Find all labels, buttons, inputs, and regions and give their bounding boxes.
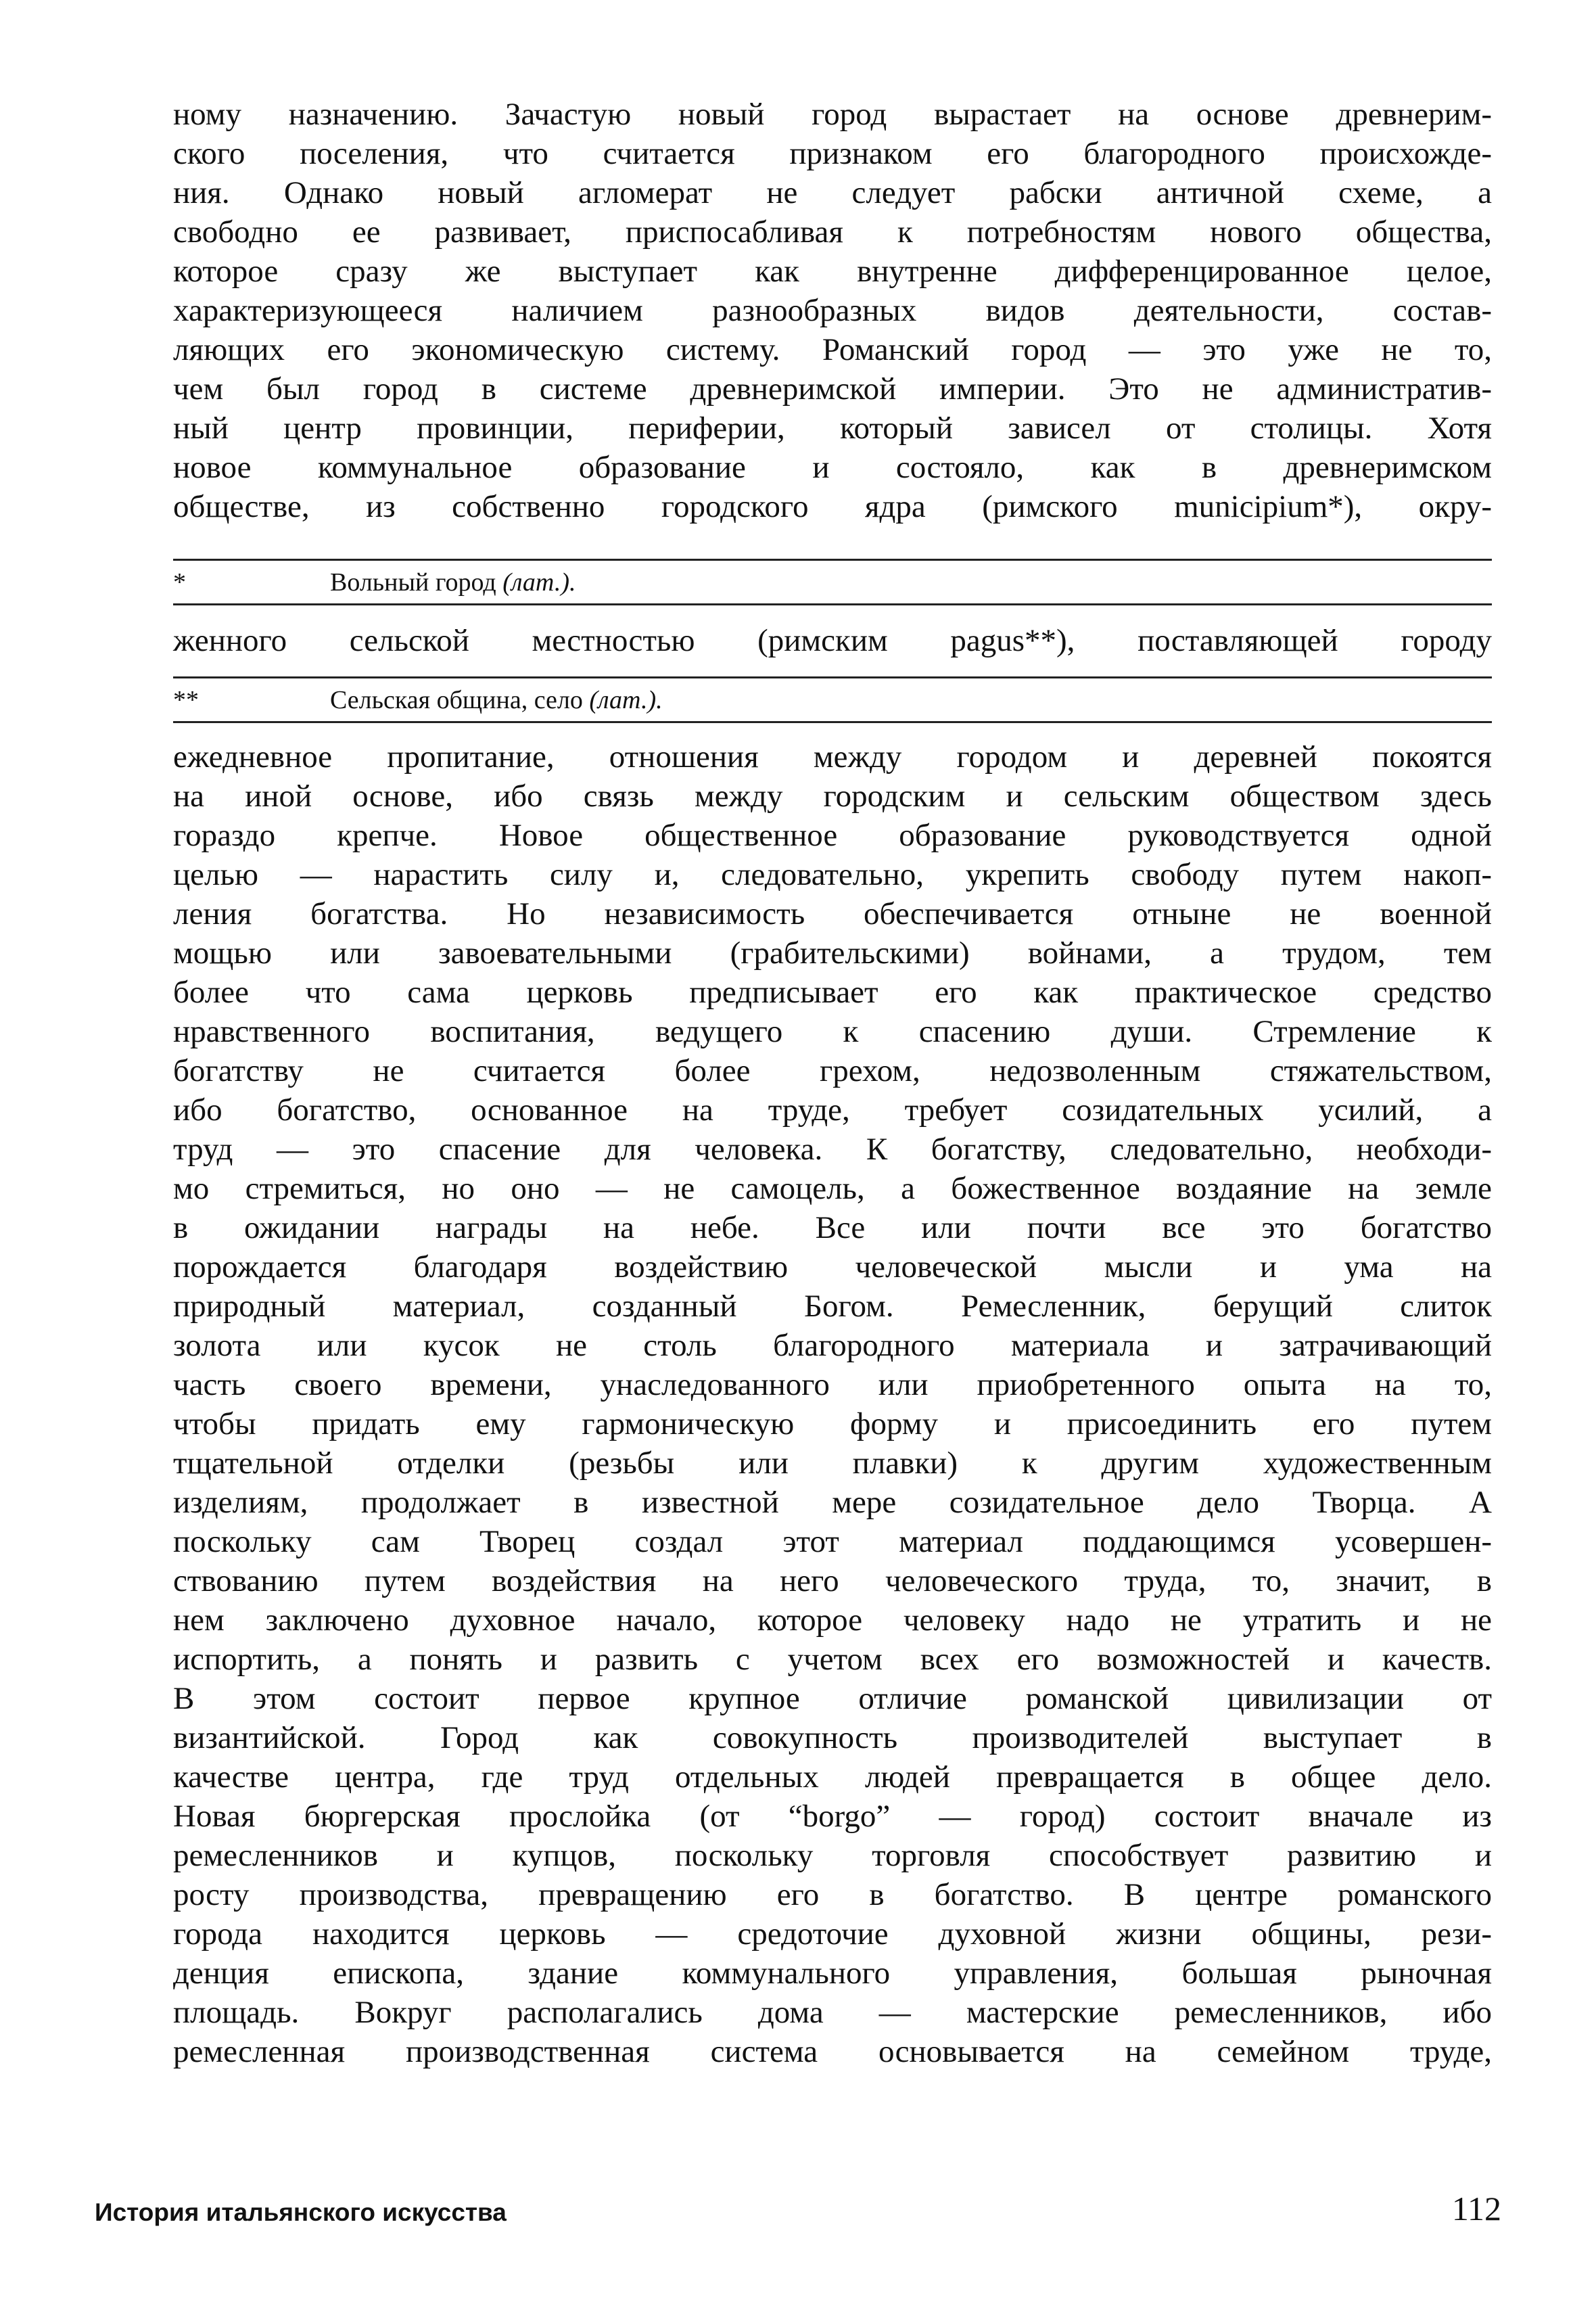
text-line: тщательной отделки (резьбы или плавки) к другим художественным (173, 1446, 1492, 1481)
footnote-2-text (330, 683, 663, 717)
text-line: византийской. Город как совокупность производителей выступает в (173, 1720, 1492, 1755)
text-line: изделиям, продолжает в известной мере созидательное дело Творца. А (173, 1485, 1492, 1520)
text-line: ния. Однако новый агломерат не следует рабски античной схеме, а (173, 175, 1492, 210)
text-line: ремесленников и купцов, поскольку торговля способствует развитию и (173, 1838, 1492, 1873)
text-line: денция епископа, здание коммунального управления, большая рыночная (173, 1956, 1492, 1991)
text-line: мощью или завоевательными (грабительскими) войнами, а трудом, тем (173, 936, 1492, 971)
text-line: ному назначению. Зачастую новый город вырастает на основе древнерим- (173, 97, 1492, 132)
footnote-2-lang: (лат.). (589, 686, 663, 714)
text-line: ибо богатство, основанное на труде, требует созидательных усилий, а (173, 1092, 1492, 1128)
text-line: ный центр провинции, периферии, который зависел от столицы. Хотя (173, 411, 1492, 446)
text-line: ремесленная производственная система основывается на семейном труде, (173, 2034, 1492, 2069)
text-line: целью — нарастить силу и, следовательно, укрепить свободу путем накоп- (173, 857, 1492, 892)
footnote-rule-bottom-2 (173, 721, 1492, 723)
footnote-rule-top-2 (173, 676, 1492, 678)
text-line: испортить, а понять и развить с учетом всех его возможностей и качеств. (173, 1642, 1492, 1677)
text-line: ления богатства. Но независимость обеспечивается отныне не военной (173, 896, 1492, 931)
footnote-1-text (330, 566, 576, 599)
text-line: ляющих его экономическую систему. Романский город — это уже не то, (173, 332, 1492, 367)
text-line: В этом состоит первое крупное отличие романской цивилизации от (173, 1681, 1492, 1716)
body-text-middle (173, 621, 1492, 660)
text-line: порождается благодаря воздействию человеческой мысли и ума на (173, 1249, 1492, 1285)
text-line: гораздо крепче. Новое общественное образование руководствуется одной (173, 818, 1492, 853)
text-line: ского поселения, что считается признаком его благородного происхожде- (173, 136, 1492, 171)
text-line: нравственного воспитания, ведущего к спасению души. Стремление к (173, 1014, 1492, 1049)
page-number: 112 (1451, 2190, 1501, 2228)
text-line: более что сама церковь предписывает его как практическое средство (173, 975, 1492, 1010)
text-line: росту производства, превращению его в богатство. В центре романского (173, 1877, 1492, 1912)
text-line: труд — это спасение для человека. К богатству, следовательно, необходи- (173, 1132, 1492, 1167)
text-line: качестве центра, где труд отдельных людей превращается в общее дело. (173, 1759, 1492, 1795)
text-line: золота или кусок не столь благородного материала и затрачивающий (173, 1328, 1492, 1363)
text-line: чтобы придать ему гармоническую форму и присоединить его путем (173, 1406, 1492, 1441)
text-line: нем заключено духовное начало, которое человеку надо не утратить и не (173, 1602, 1492, 1638)
footnote-2 (173, 683, 1492, 717)
text-line: ствованию путем воздействия на него человеческого труда, то, значит, в (173, 1563, 1492, 1598)
text-line: свободно ее развивает, приспосабливая к потребностям нового общества, (173, 214, 1492, 250)
footnote-1-mark: * (173, 568, 186, 597)
text-line: поскольку сам Творец создал этот материал поддающимся усовершен- (173, 1524, 1492, 1559)
text-line: Новая бюргерская прослойка (от “borgo” — город) состоит вначале из (173, 1799, 1492, 1834)
text-line: мо стремиться, но оно — не самоцель, а божественное воздаяние на земле (173, 1171, 1492, 1206)
text-line: которое сразу же выступает как внутренне дифференцированное целое, (173, 254, 1492, 289)
text-line: чем был город в системе древнеримской империи. Это не административ- (173, 371, 1492, 407)
text-line: часть своего времени, унаследованного или приобретенного опыта на то, (173, 1367, 1492, 1402)
text-line: ежедневное пропитание, отношения между городом и деревней покоятся (173, 739, 1492, 775)
footnote-1-body: Вольный город (330, 568, 496, 597)
text-line: новое коммунальное образование и состояло, как в древнеримском (173, 450, 1492, 485)
running-footer-title: История итальянского искусства (95, 2198, 507, 2226)
text-line: города находится церковь — средоточие духовной жизни общины, рези- (173, 1916, 1492, 1952)
text-line: женного сельской местностью (римским pagus**), поставляющей городу (173, 623, 1492, 658)
text-line: на иной основе, ибо связь между городским и сельским обществом здесь (173, 779, 1492, 814)
text-line: в ожидании награды на небе. Все или почти все это богатство (173, 1210, 1492, 1245)
text-line: природный материал, созданный Богом. Ремесленник, берущий слиток (173, 1289, 1492, 1324)
text-line: характеризующееся наличием разнообразных видов деятельности, состав- (173, 293, 1492, 328)
footnote-1 (173, 566, 1492, 599)
text-line: площадь. Вокруг располагались дома — мастерские ремесленников, ибо (173, 1995, 1492, 2030)
text-line: богатству не считается более грехом, недозволенным стяжательством, (173, 1053, 1492, 1088)
footnote-1-lang: (лат.). (502, 568, 576, 597)
footnote-2-mark: ** (173, 686, 199, 714)
footnote-rule-bottom-1 (173, 603, 1492, 605)
body-text-top (173, 95, 1492, 526)
text-line: обществе, из собственно городского ядра (римского municipium*), окру- (173, 489, 1492, 524)
footnote-2-body: Сельская община, село (330, 686, 583, 714)
body-text-bottom (173, 737, 1492, 2071)
footnote-rule-top-1 (173, 559, 1492, 561)
